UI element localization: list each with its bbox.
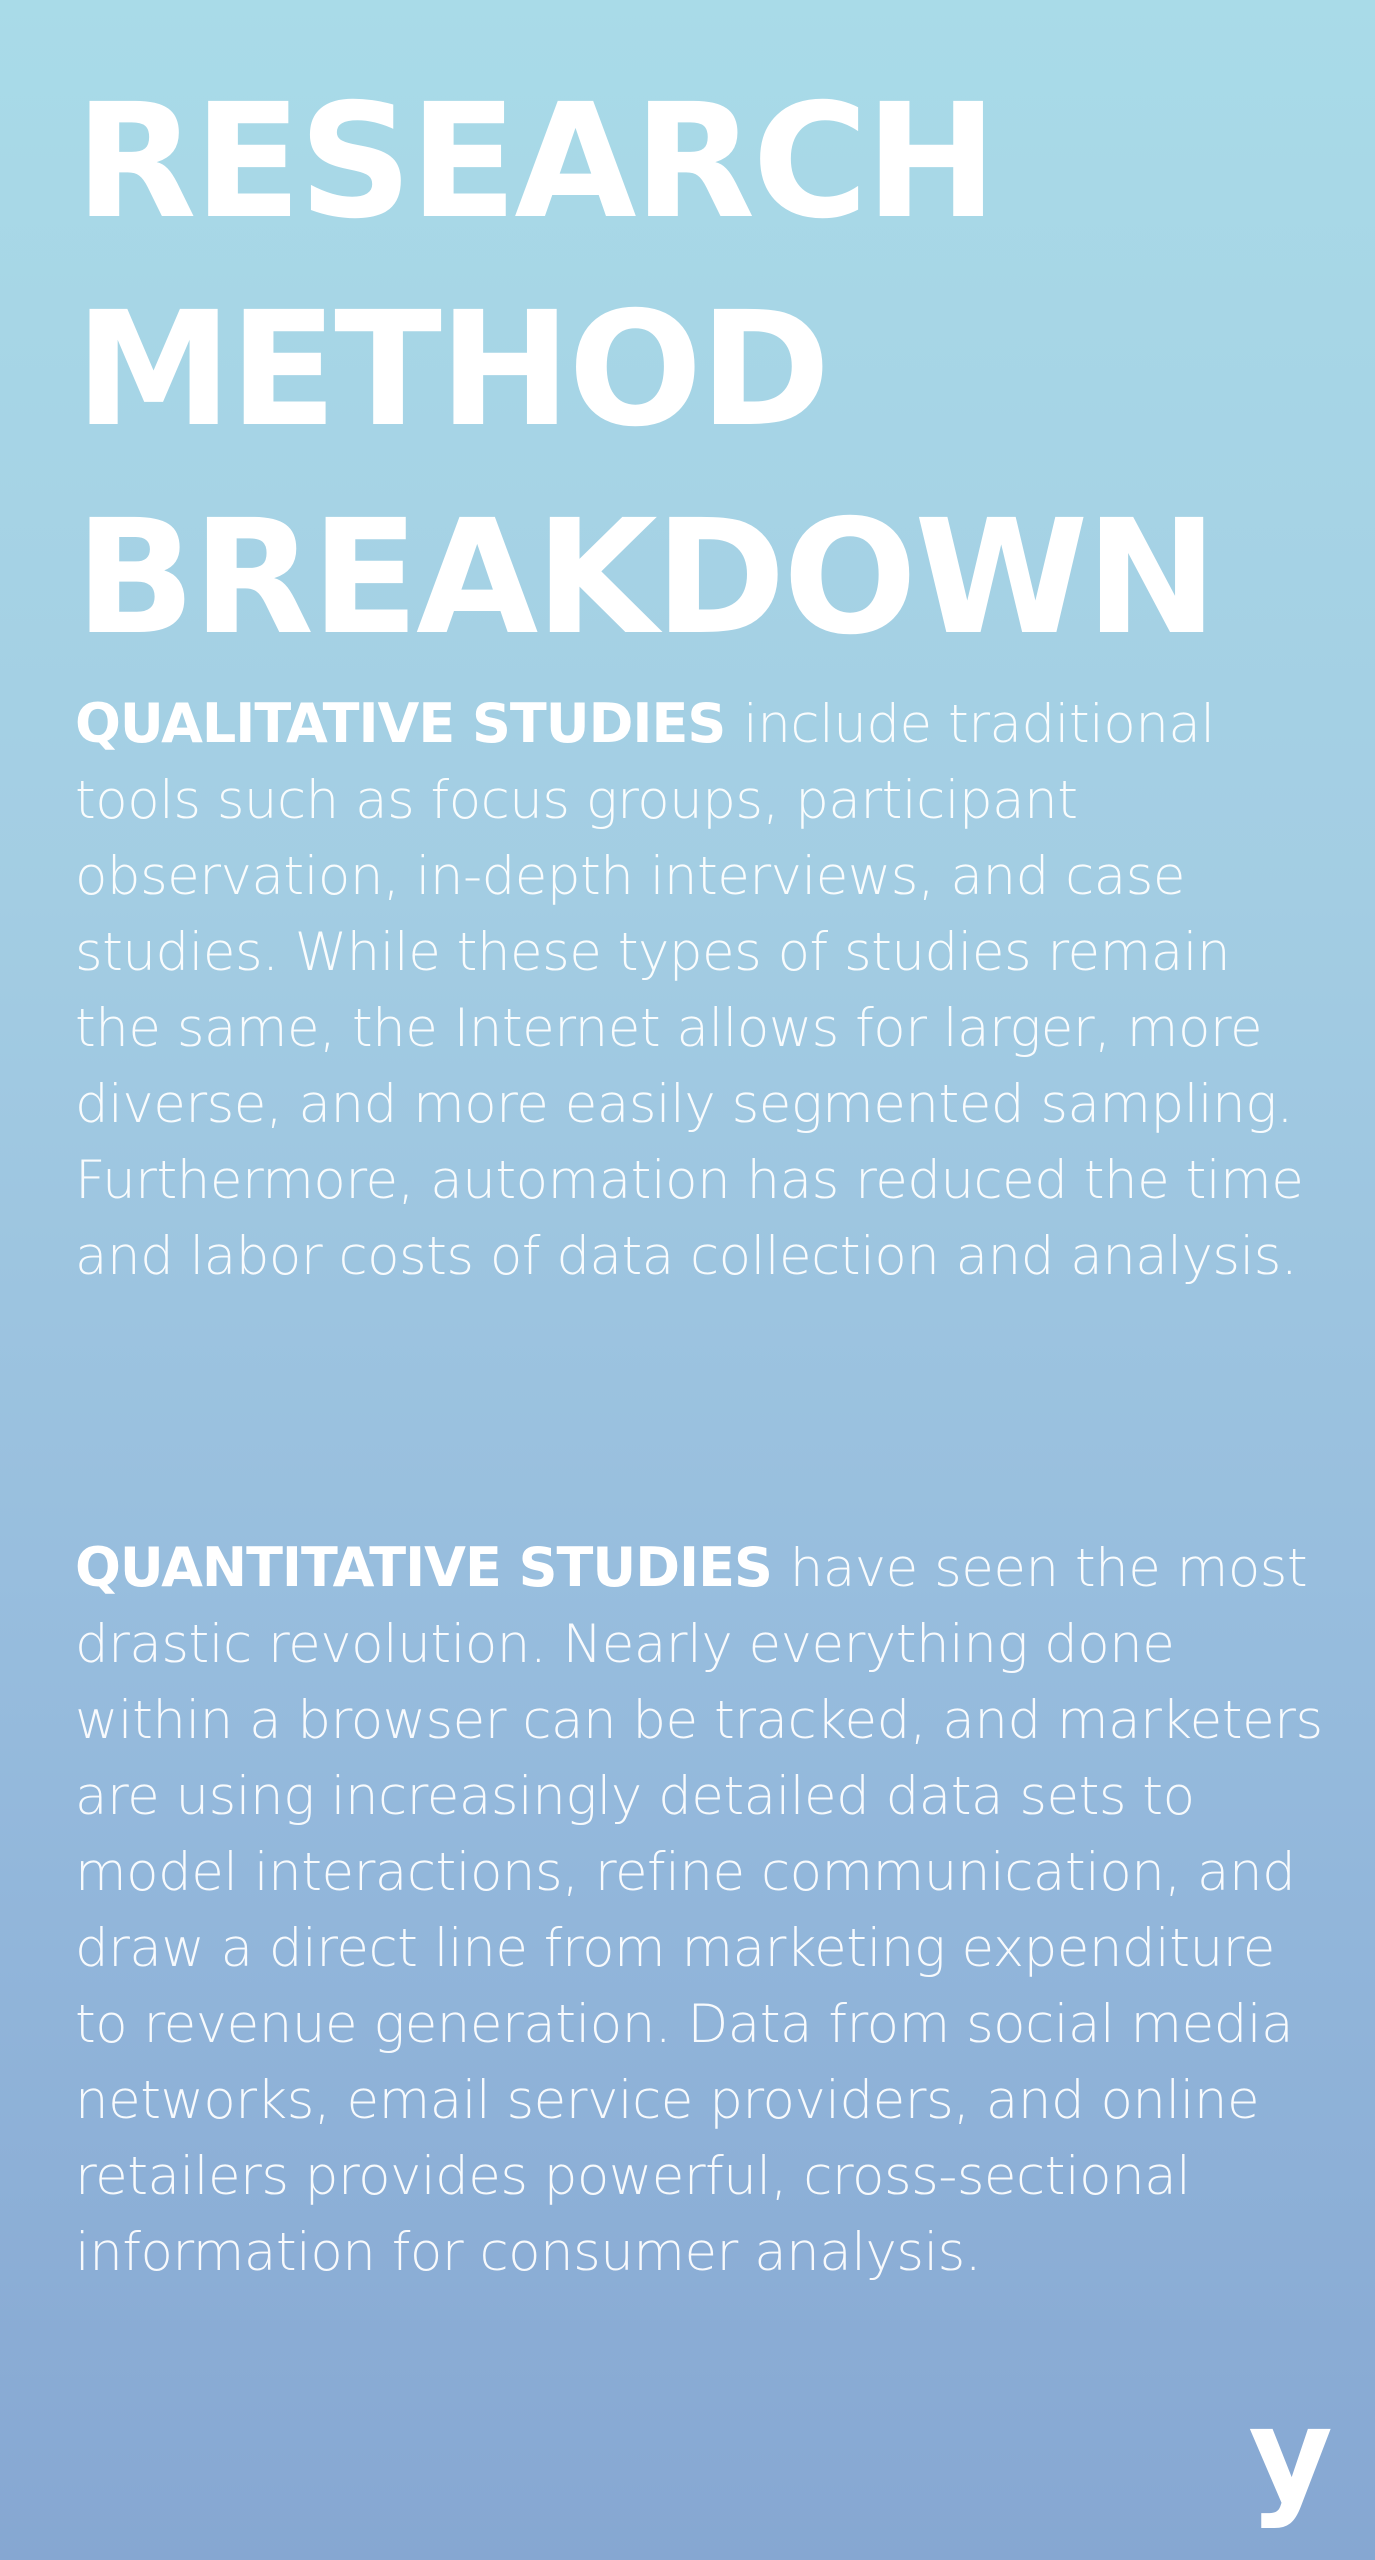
quantitative-studies-text: have seen the most drastic revolution. Nearly everything done within a browser can be tracked, and marketers are using increasingly detailed data sets to model interactions, refine communication, and draw a direct line from marketing expenditure to revenue generation. Data from social media networks, email service providers, and online retailers provides powerful, cross-sectional information for consumer analysis. [75,1538,1323,2283]
quantitative-studies-heading: QUANTITATIVE STUDIES [75,1536,790,1599]
qualitative-studies-heading: QUALITATIVE STUDIES [75,692,744,755]
qualitative-studies-paragraph [75,686,1325,1295]
brand-logo: y [1248,2379,1333,2531]
title-line-3: BREAKDOWN [75,486,1215,670]
quantitative-studies-paragraph [75,1530,1325,2291]
page-title [75,58,1215,682]
qualitative-studies-text: include traditional tools such as focus groups, participant observation, in-depth interviews, and case studies. While these types of studies remain the same, the Internet allows for larger, more diverse, and more easily segmented sampling. Furthermore, automation has reduced the time and labor costs of data collection and analysis. [75,694,1304,1287]
title-line-1: RESEARCH [75,70,995,254]
title-line-2: METHOD [75,278,828,462]
